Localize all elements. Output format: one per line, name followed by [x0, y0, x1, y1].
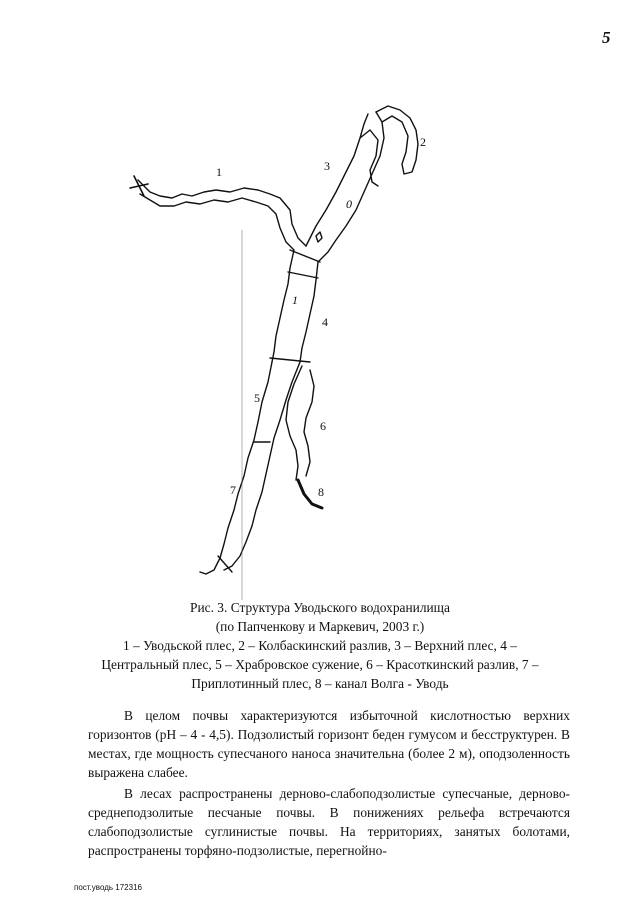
label-8-canal: 8: [318, 485, 324, 499]
reservoir-map-figure: [120, 100, 460, 600]
page-number: 5: [602, 28, 611, 47]
footer-doc-id: пост.уводь 172316: [74, 883, 142, 892]
narrowing-east-bank: [224, 362, 300, 570]
body-text: [88, 706, 570, 862]
divider-2: [288, 272, 318, 278]
figure-caption: [60, 598, 580, 693]
narrowing-west-bank: [200, 362, 272, 574]
paragraph-forest-soils: В лесах распространены дерново-слабоподзолистые супесчаные, дерново-среднеподзолитые песчаные почвы. В понижениях рельефа встречаются слабоподзолистые суглинистые почвы. На территориях, занятых болотами, распространены торфяно-подзолистые, перегнойно-: [88, 786, 570, 858]
upper-plyos-west-bank: [306, 114, 368, 246]
label-0: 0: [346, 197, 352, 211]
caption-legend-line-1: 1 – Уводьской плес, 2 – Колбаскинский разлив, 3 – Верхний плес, 4 –: [123, 638, 517, 653]
label-3-upper: 3: [324, 159, 330, 173]
river-uvod-south-bank: [140, 194, 294, 250]
kolbaskinsky-branch-b: [360, 130, 378, 186]
caption-legend-line-3: Приплотинный плес, 8 – канал Волга - Уводь: [191, 676, 449, 691]
label-6-krasotkinsky: 6: [320, 419, 326, 433]
kolbaskinsky-branch-a: [376, 106, 418, 174]
dam-mark: [130, 176, 148, 196]
paragraph-soils-acidity: В целом почвы характеризуются избыточной кислотностью верхних горизонтов (рН – 4 - 4,5). Подзолистый горизонт беден гумусом и бесструктурен. В местах, где мощность супесчаного наноса значительна (более 2 м), оподзоленность выражена слабее.: [88, 708, 570, 780]
island: [316, 232, 322, 242]
caption-source: (по Папченкову и Маркевич, 2003 г.): [215, 619, 425, 634]
label-4-central: 4: [322, 315, 328, 329]
label-5-narrowing: 5: [254, 391, 260, 405]
reservoir-map: [120, 100, 460, 600]
label-2-kolbaskinsky: 2: [420, 135, 426, 149]
krasotkinsky-west: [286, 366, 302, 480]
label-1-inner: 1: [292, 293, 298, 307]
river-uvod-north-bank: [138, 180, 306, 246]
central-plyos-west-bank: [272, 250, 294, 362]
divider-3: [270, 358, 310, 362]
label-7-near-dam: 7: [230, 483, 236, 497]
label-1-uvod: 1: [216, 165, 222, 179]
divider-1: [290, 250, 320, 262]
caption-title: Рис. 3. Структура Уводьского водохранилища: [190, 600, 450, 615]
caption-legend-line-2: Центральный плес, 5 – Храбровское сужение, 6 – Красоткинский разлив, 7 –: [101, 657, 539, 672]
krasotkinsky-east: [304, 370, 314, 476]
